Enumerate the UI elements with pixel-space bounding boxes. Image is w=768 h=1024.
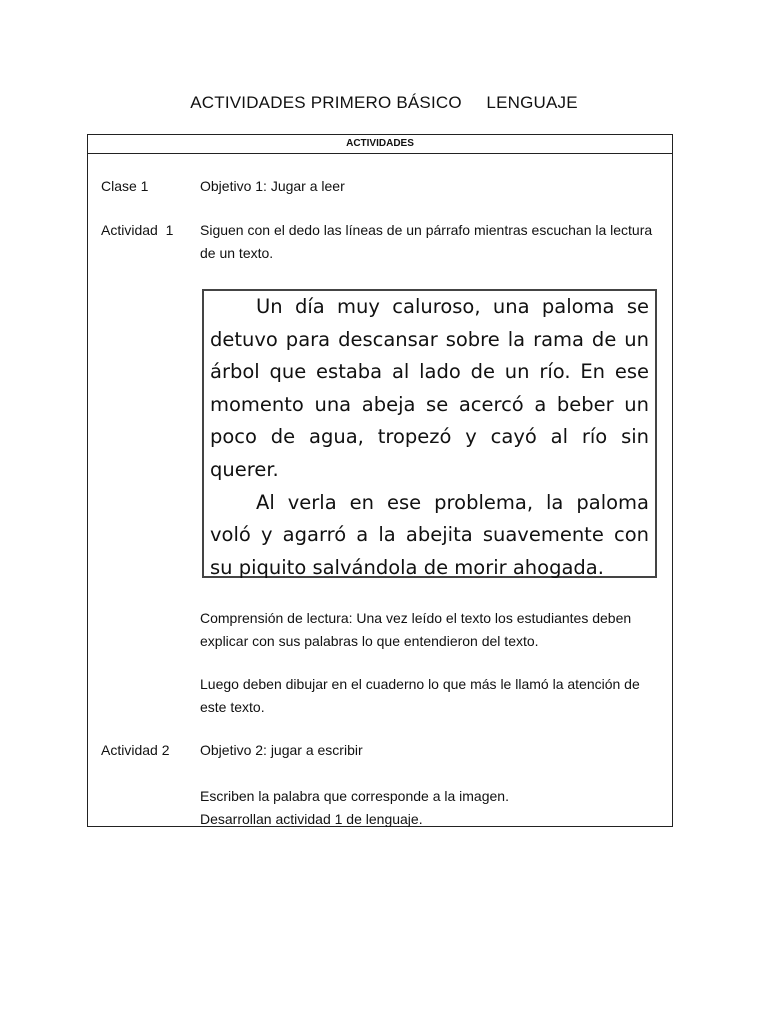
document-title: ACTIVIDADES PRIMERO BÁSICO LENGUAJE (190, 93, 578, 112)
comprension-text: Comprensión de lectura: Una vez leído el texto los estudiantes deben explicar con sus palabras lo que entendieron del texto. (200, 610, 632, 649)
reading-paragraph-1: Un día muy caluroso, una paloma se detuvo para descansar sobre la rama de un árbol que estaba al lado de un río. En ese momento una abeja se acercó a beber un poco de agua, tropezó y cayó al río sin querer. (210, 295, 649, 481)
objetivo-1-text: Objetivo 1: Jugar a leer (200, 178, 345, 194)
objetivo-2-text: Objetivo 2: jugar a escribir (200, 742, 363, 758)
actividad-2-line-1: Escriben la palabra que corresponde a la imagen. (200, 788, 509, 804)
actividad-1-label: Actividad 1 (101, 222, 174, 238)
clase-label: Clase 1 (101, 178, 149, 194)
reading-paragraph-2: Al verla en ese problema, la paloma voló y agarró a la abejita suavemente con su piquito salvándola de morir ahogada. (210, 490, 649, 579)
actividad-2-label: Actividad 2 (101, 742, 170, 758)
table-header: ACTIVIDADES (88, 135, 672, 154)
dibujo-text: Luego deben dibujar en el cuaderno lo que más le llamó la atención de este texto. (200, 676, 640, 715)
reading-passage-image (202, 289, 657, 578)
actividad-2-line-2: Desarrollan actividad 1 de lenguaje. (200, 811, 423, 827)
activities-table (87, 134, 673, 827)
actividad-1-text: Siguen con el dedo las líneas de un párrafo mientras escuchan la lectura de un texto. (200, 222, 653, 261)
